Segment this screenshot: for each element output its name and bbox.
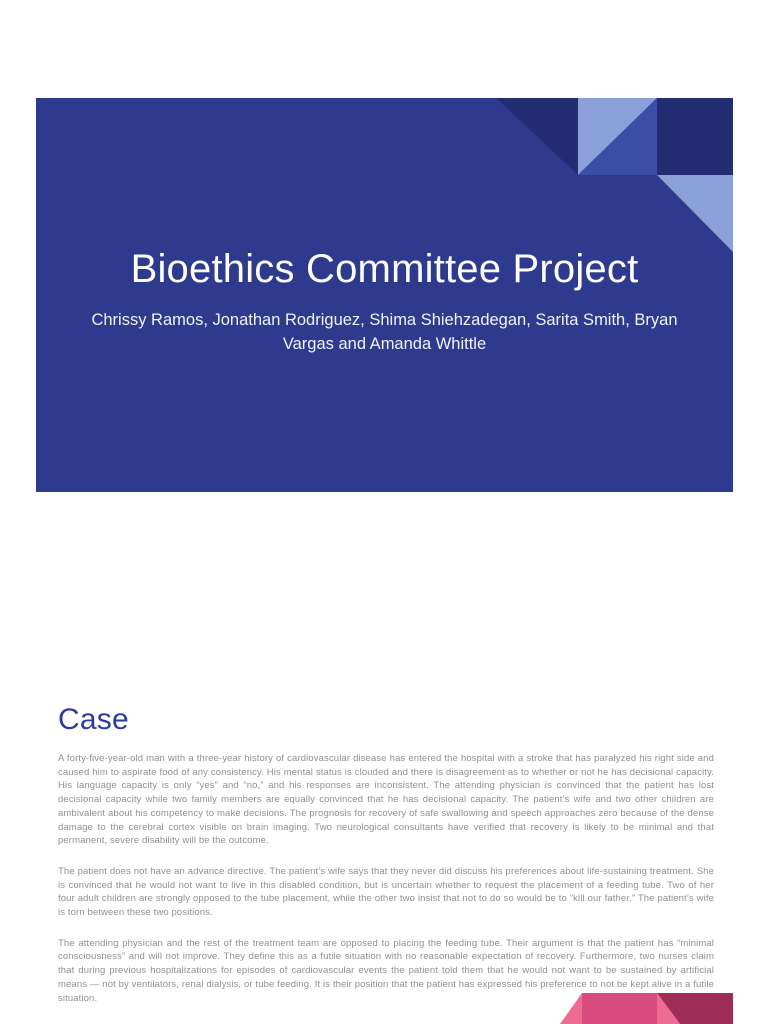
next-decoration-light-pink-triangle (560, 993, 582, 1024)
decoration-periwinkle-lower-triangle (657, 175, 733, 252)
case-paragraph-2: The patient does not have an advance directive. The patient’s wife says that they never did discuss his preferences about life-sustaining treatment. She is convinced that he would not want to live in this disabled condition, but is uncertain whether to request the placement of a feeding tube. Two of her four adult children are strongly opposed to the tube placement, while the other two insist that not to do so would be to “kill our father.” The patient’s wife is torn between these two positions. (58, 865, 714, 919)
next-decoration-deep-pink-square (582, 993, 657, 1024)
slide-title: Bioethics Committee Project (130, 247, 639, 291)
slide-authors: Chrissy Ramos, Jonathan Rodriguez, Shima Shiehzadegan, Sarita Smith, Bryan Vargas and Amanda Whittle (91, 311, 678, 353)
next-page-decoration (550, 993, 733, 1024)
case-heading: Case (58, 703, 129, 736)
slide-corner-decoration (488, 98, 733, 252)
decoration-dark-triangle (496, 98, 578, 175)
decoration-dark-square (657, 98, 733, 175)
title-slide (36, 98, 733, 492)
case-paragraph-1: A forty-five-year-old man with a three-year history of cardiovascular disease has entered the hospital with a stroke that has paralyzed his right side and caused him to aspirate food of any consistency. His mental status is clouded and there is disagreement as to whether or not he has decisional capacity. His language capacity is only “yes” and “no,” and his responses are inconsistent. The attending physician is convinced that the patient has lost decisional capacity while two family members are equally convinced that he has decisional capacity. The patient’s wife and two other children are ambivalent about his competency to make decisions. The prognosis for recovery of safe swallowing and speech approaches zero because of the dense damage to the cerebral cortex visible on brain imaging. Two neurological consultants have verified that recovery is likely to be minimal and that permanent, severe disability will be the outcome. (58, 753, 714, 847)
case-section (58, 703, 714, 1022)
case-paragraph-3: The attending physician and the rest of the treatment team are opposed to placing the feeding tube. Their argument is that the patient has “minimal consciousness” and will not improve. They define this as a futile situation with no reasonable expectation of recovery. Furthermore, two nurses claim that during previous hospitalizations for episodes of cardiovascular events the patient told them that he would not want to be sustained by artificial means — not by ventilators, renal dialysis, or tube feeding. It is their position that the patient has expressed his preference to not be kept alive in a futile situation. (58, 937, 714, 1004)
